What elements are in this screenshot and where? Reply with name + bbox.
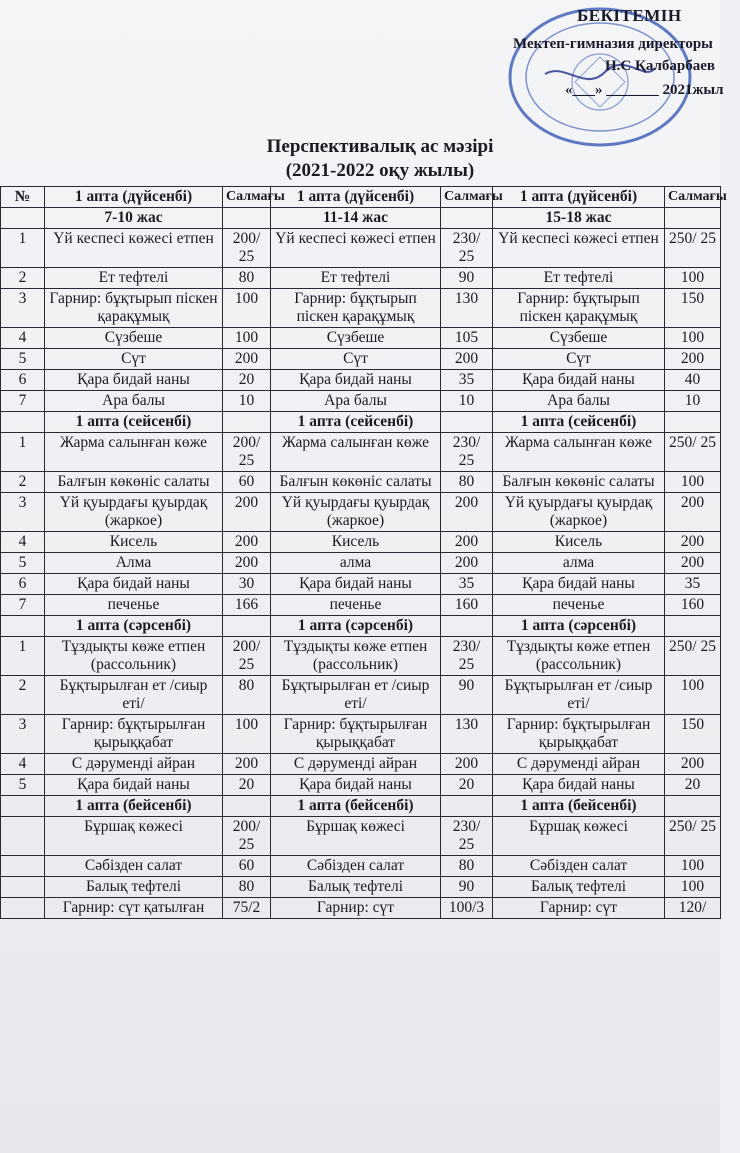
weight-cell: 200 [441,493,493,532]
table-row [1,433,721,472]
age-group-row [1,208,721,229]
weight-cell: 200 [223,532,271,553]
header-weight-2: Салмағы [441,187,493,208]
table-row [1,898,721,919]
table-row [1,637,721,676]
table-row [1,349,721,370]
weight-cell: 80 [223,268,271,289]
table-row [1,715,721,754]
dish-cell: Тұздықты көже етпен (рассольник) [271,637,441,676]
day-section-row [1,616,721,637]
header-num: № [1,187,45,208]
weight-cell: 200 [665,754,721,775]
weight-cell: 160 [665,595,721,616]
approval-date: «___» _______ 2021жыл [565,82,724,98]
dish-cell: Сәбізден салат [493,856,665,877]
table-row [1,532,721,553]
day-section-title: 1 апта (сейсенбі) [271,412,441,433]
weight-cell: 230/ 25 [441,433,493,472]
weight-cell: 80 [441,472,493,493]
dish-cell: Гарнир: бұқтырып піскен қарақұмық [45,289,223,328]
dish-cell: Гарнир: сүт [271,898,441,919]
row-number: 5 [1,553,45,574]
dish-cell: Ет тефтелі [493,268,665,289]
row-number: 7 [1,595,45,616]
dish-cell: Бұршақ көжесі [271,817,441,856]
table-row [1,268,721,289]
dish-cell: Жарма салынған көже [493,433,665,472]
row-number [1,898,45,919]
day-section-title: 1 апта (сейсенбі) [493,412,665,433]
weight-cell: 230/ 25 [441,817,493,856]
row-number: 2 [1,268,45,289]
table-row [1,775,721,796]
weight-cell: 35 [665,574,721,595]
weight-cell: 60 [223,856,271,877]
weight-cell: 130 [441,289,493,328]
table-row [1,817,721,856]
dish-cell: Қара бидай наны [271,775,441,796]
weight-cell: 20 [223,775,271,796]
dish-cell: печенье [45,595,223,616]
dish-cell: Қара бидай наны [45,574,223,595]
dish-cell: Бұқтырылған ет /сиыр еті/ [271,676,441,715]
dish-cell: Қара бидай наны [271,370,441,391]
weight-cell: 20 [665,775,721,796]
dish-cell: Ара балы [271,391,441,412]
weight-cell: 100 [665,472,721,493]
document-title: Перспективалық ас мәзірі [266,136,494,157]
dish-cell: Ара балы [493,391,665,412]
weight-cell: 200 [665,553,721,574]
dish-cell: С дәруменді айран [45,754,223,775]
dish-cell: Кисель [493,532,665,553]
dish-cell: Сүзбеше [45,328,223,349]
weight-cell: 200 [441,532,493,553]
dish-cell: Бұқтырылған ет /сиыр еті/ [493,676,665,715]
row-number: 1 [1,637,45,676]
dish-cell: С дәруменді айран [493,754,665,775]
dish-cell: Үй кеспесі көжесі етпен [271,229,441,268]
table-row [1,493,721,532]
row-number: 4 [1,754,45,775]
dish-cell: Жарма салынған көже [45,433,223,472]
weight-cell: 200 [441,349,493,370]
weight-cell: 100 [665,877,721,898]
weight-cell: 200 [441,754,493,775]
weight-cell: 200 [665,532,721,553]
table-row [1,391,721,412]
dish-cell: Кисель [45,532,223,553]
dish-cell: Гарнир: бұқтырылған қырыққабат [45,715,223,754]
day-section-row [1,412,721,433]
dish-cell: Балғын көкөніс салаты [493,472,665,493]
weight-cell: 75/2 [223,898,271,919]
dish-cell: Үй қуырдағы қуырдақ (жаркое) [493,493,665,532]
header-weight-1: Салмағы [223,187,271,208]
table-header-row [1,187,721,208]
row-number: 1 [1,229,45,268]
table-row [1,472,721,493]
row-number [1,877,45,898]
dish-cell: Гарнир: сүт қатылған [45,898,223,919]
day-section-title: 1 апта (сәрсенбі) [493,616,665,637]
weight-cell: 90 [441,268,493,289]
table-row [1,574,721,595]
weight-cell: 150 [665,715,721,754]
weight-cell: 80 [223,676,271,715]
day-section-title: 1 апта (бейсенбі) [271,796,441,817]
dish-cell: Бұқтырылған ет /сиыр еті/ [45,676,223,715]
row-number: 4 [1,328,45,349]
weight-cell: 100/3 [441,898,493,919]
weight-cell: 250/ 25 [665,817,721,856]
table-row [1,595,721,616]
weight-cell: 90 [441,877,493,898]
weight-cell: 40 [665,370,721,391]
dish-cell: Сүт [45,349,223,370]
day-section-title: 1 апта (сейсенбі) [45,412,223,433]
row-number: 2 [1,676,45,715]
weight-cell: 200 [665,349,721,370]
day-section-title: 1 апта (сәрсенбі) [45,616,223,637]
day-section-title: 1 апта (бейсенбі) [493,796,665,817]
day-section-title: 1 апта (бейсенбі) [45,796,223,817]
dish-cell: печенье [493,595,665,616]
weight-cell: 130 [441,715,493,754]
dish-cell: Үй қуырдағы қуырдақ (жаркое) [271,493,441,532]
dish-cell: алма [271,553,441,574]
dish-cell: алма [493,553,665,574]
approval-position: Мектеп-гимназия директоры [513,36,713,52]
weight-cell: 100 [223,289,271,328]
age-group-2: 11-14 жас [271,208,441,229]
row-number: 2 [1,472,45,493]
approval-signatory: Н.С Қалбарбаев [605,58,716,74]
row-number: 5 [1,349,45,370]
dish-cell: Тұздықты көже етпен (рассольник) [493,637,665,676]
menu-table [0,186,727,919]
dish-cell: Балық тефтелі [45,877,223,898]
age-group-1: 7-10 жас [45,208,223,229]
dish-cell: Сүт [493,349,665,370]
dish-cell: Балық тефтелі [493,877,665,898]
weight-cell: 100 [223,715,271,754]
dish-cell: Қара бидай наны [493,574,665,595]
weight-cell: 10 [223,391,271,412]
dish-cell: Қара бидай наны [493,775,665,796]
dish-cell: Қара бидай наны [45,775,223,796]
dish-cell: Үй кеспесі көжесі етпен [493,229,665,268]
dish-cell: Қара бидай наны [493,370,665,391]
age-group-3: 15-18 жас [493,208,665,229]
approval-stamp [505,2,724,137]
day-section-row [1,796,721,817]
weight-cell: 200 [223,349,271,370]
row-number: 6 [1,574,45,595]
day-section-title: 1 апта (сәрсенбі) [271,616,441,637]
weight-cell: 230/ 25 [441,637,493,676]
header-day-1: 1 апта (дүйсенбі) [45,187,223,208]
weight-cell: 250/ 25 [665,229,721,268]
dish-cell: Сүзбеше [271,328,441,349]
dish-cell: Балық тефтелі [271,877,441,898]
weight-cell: 80 [441,856,493,877]
row-number: 6 [1,370,45,391]
weight-cell: 20 [223,370,271,391]
weight-cell: 100 [665,328,721,349]
dish-cell: Ет тефтелі [271,268,441,289]
table-row [1,676,721,715]
dish-cell: Бұршақ көжесі [45,817,223,856]
table-row [1,370,721,391]
weight-cell: 200 [665,493,721,532]
weight-cell: 250/ 25 [665,433,721,472]
weight-cell: 150 [665,289,721,328]
table-row [1,328,721,349]
row-number: 5 [1,775,45,796]
dish-cell: Үй қуырдағы қуырдақ (жаркое) [45,493,223,532]
dish-cell: Қара бидай наны [45,370,223,391]
header-day-2: 1 апта (дүйсенбі) [271,187,441,208]
weight-cell: 166 [223,595,271,616]
weight-cell: 35 [441,574,493,595]
dish-cell: Бұршақ көжесі [493,817,665,856]
weight-cell: 35 [441,370,493,391]
weight-cell: 105 [441,328,493,349]
dish-cell: Сәбізден салат [271,856,441,877]
weight-cell: 100 [665,676,721,715]
dish-cell: Жарма салынған көже [271,433,441,472]
row-number: 3 [1,289,45,328]
dish-cell: Қара бидай наны [271,574,441,595]
dish-cell: Үй кеспесі көжесі етпен [45,229,223,268]
weight-cell: 230/ 25 [441,229,493,268]
approval-title: БЕКІТЕМІН [577,6,682,25]
weight-cell: 100 [223,328,271,349]
menu-body [1,229,721,919]
weight-cell: 200 [223,553,271,574]
dish-cell: Гарнир: бұқтырылған қырыққабат [493,715,665,754]
dish-cell: Сәбізден салат [45,856,223,877]
weight-cell: 200/ 25 [223,229,271,268]
weight-cell: 200/ 25 [223,817,271,856]
row-number [1,817,45,856]
weight-cell: 200 [441,553,493,574]
dish-cell: Гарнир: бұқтырып піскен қарақұмық [271,289,441,328]
dish-cell: Кисель [271,532,441,553]
dish-cell: Гарнир: бұқтырып піскен қарақұмық [493,289,665,328]
weight-cell: 80 [223,877,271,898]
table-row [1,754,721,775]
weight-cell: 60 [223,472,271,493]
weight-cell: 200/ 25 [223,637,271,676]
weight-cell: 160 [441,595,493,616]
dish-cell: С дәруменді айран [271,754,441,775]
row-number [1,856,45,877]
dish-cell: Сүзбеше [493,328,665,349]
row-number: 3 [1,493,45,532]
weight-cell: 120/ [665,898,721,919]
row-number: 4 [1,532,45,553]
table-row [1,553,721,574]
weight-cell: 20 [441,775,493,796]
dish-cell: Гарнир: сүт [493,898,665,919]
dish-cell: Ет тефтелі [45,268,223,289]
table-row [1,877,721,898]
dish-cell: Ара балы [45,391,223,412]
row-number: 7 [1,391,45,412]
weight-cell: 200 [223,493,271,532]
weight-cell: 90 [441,676,493,715]
weight-cell: 250/ 25 [665,637,721,676]
table-row [1,229,721,268]
weight-cell: 100 [665,856,721,877]
weight-cell: 200/ 25 [223,433,271,472]
dish-cell: Гарнир: бұқтырылған қырыққабат [271,715,441,754]
dish-cell: печенье [271,595,441,616]
weight-cell: 30 [223,574,271,595]
weight-cell: 10 [665,391,721,412]
header-day-3: 1 апта (дүйсенбі) [493,187,665,208]
document-subtitle: (2021-2022 оқу жылы) [285,160,475,181]
dish-cell: Тұздықты көже етпен (рассольник) [45,637,223,676]
row-number: 3 [1,715,45,754]
weight-cell: 10 [441,391,493,412]
table-row [1,856,721,877]
header-weight-3: Салмағы [665,187,721,208]
table-row [1,289,721,328]
row-number: 1 [1,433,45,472]
weight-cell: 200 [223,754,271,775]
dish-cell: Балғын көкөніс салаты [45,472,223,493]
weight-cell: 100 [665,268,721,289]
dish-cell: Балғын көкөніс салаты [271,472,441,493]
dish-cell: Сүт [271,349,441,370]
dish-cell: Алма [45,553,223,574]
